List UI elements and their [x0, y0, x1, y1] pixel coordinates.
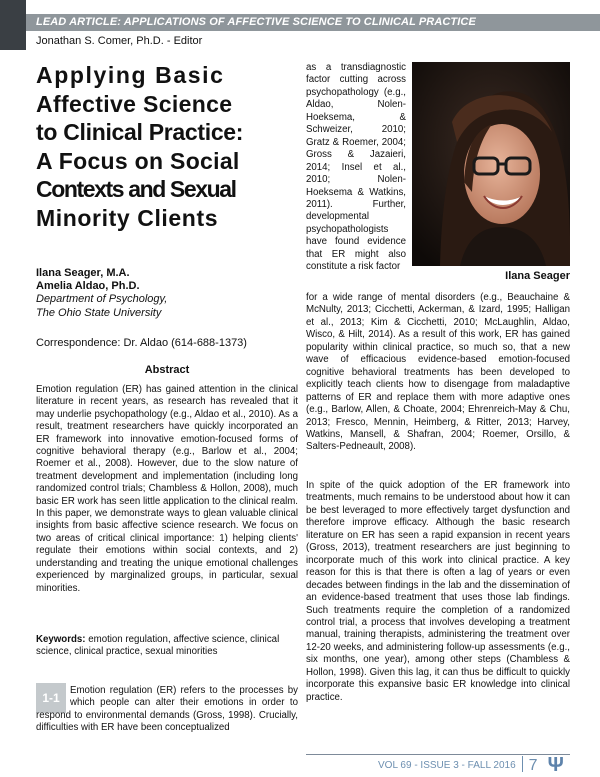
article-title	[36, 61, 298, 233]
body-paragraph-right: for a wide range of mental disorders (e.g., Beauchaine & McNulty, 2013; Cicchetti, Ackerman, & Izard, 1995; Halligan et al., 2013; Kim & Cicchetti, 2010; McLaughlin, Aldao, Wisco, & Hilt, 2014). As a result of this work, ER has gained popularity within clinical practice, so much so, that a new wave of efficacious evidence-based emotion-focused cognitive behavioral treatments has been developed to explicitly teach clients how to disengage from maladaptive patterns of ER and replace them with more adaptive ones (e.g., Barlow, Allen, & Choate, 2004; Ehrenreich-May & Chu, 2013; Fresco, Mennin, Heimberg, & Ritter, 2013; Harvey, Watkins, Mansell, & Shafran, 2004; Roemer, Orsillo, & Salters-Pedneault, 2008).	[306, 292, 570, 453]
footer-divider	[522, 756, 523, 772]
author-photo	[412, 62, 570, 266]
title-line: Applying Basic	[36, 62, 225, 88]
title-line: Affective Science	[36, 90, 233, 117]
page-number: 7	[528, 757, 538, 774]
affiliation-line: Department of Psychology,	[36, 293, 168, 306]
portrait-image	[412, 62, 570, 266]
keywords	[36, 634, 298, 659]
abstract-heading: Abstract	[144, 364, 190, 376]
psi-logo-icon: Ψ	[547, 754, 564, 776]
title-line: Contexts and Sexual	[36, 176, 236, 203]
correspondence: Correspondence: Dr. Aldao (614-688-1373)	[36, 337, 247, 349]
body-paragraph-left: Emotion regulation (ER) refers to the processes by which people can alter their emotions in order to respond to environmental demands (Gross, 1998). Crucially, difficulties with ER have been conceptualized	[36, 685, 298, 733]
title-line: A Focus on Social	[36, 147, 240, 174]
keywords-text: emotion regulation, affective science, clinical science, clinical practice, sexual minorities	[36, 634, 280, 658]
body-paragraph-narrow: as a transdiagnostic factor cutting across psychopathology (e.g., Aldao, Nolen-Hoeksema, & Schweizer, 2010; Gratz & Roemer, 2004; Gross & Jazaieri, 2014; Insel et al., 2010; Nolen-Hoeksema & Watkins, 2011). Further, developmental psychopathologists have found evidence that ER might also constitute a risk factor	[306, 62, 406, 273]
section-banner	[26, 14, 600, 31]
affiliation-line: The Ohio State University	[36, 306, 162, 319]
abstract-text: Emotion regulation (ER) has gained attention in the clinical literature in recent years, as research has revealed that it may underlie psychopathology (e.g., Aldao et al., 2010). As a result, treatment researchers have quickly incorporated an ER framework into innovative emotion-focused forms of cognitive behavioral therapy (e.g., Barlow et al., 2004; Roemer et al., 2008). However, due to the slow nature of treatment development and implementation (including long randomized control trials; Chambless & Hollon, 2008), much basic ER work has seen little application to the clinical realm. In this paper, we demonstrate ways to glean valuable clinical insights from basic affective science research. We focus on two areas of critical clinical importance: 1) helping clients' regulate their emotions within social contexts, and 2) understanding and treating the unique emotional challenges experienced by marginalized groups, in particular, sexual minorities.	[36, 384, 298, 594]
keywords-label: Keywords:	[36, 634, 86, 645]
author-name: Ilana Seager, M.A.	[36, 267, 130, 279]
body-paragraph-right: In spite of the quick adoption of the ER framework into treatments, much remains to be understood about how it can be best leveraged to more effectively target dysfunction and therefore improve efficacy. Although the basic research literature on ER has seen a rapid expansion in recent years (Gross, 2013), treatment researchers are just beginning to incorporate much of this work into clinical practice. A key reason for this is that there is often a lag of years or even decades between findings in the lab and the dissemination of an evidence-based treatment that uses those lab findings. Such treatments require the completion of a randomized control trial, a process that involves developing a treatment manual, training therapists, administering the treatment over 12-20 weeks, and administering follow-up assessments (e.g., six months, one year), among other steps (Chambless & Hollon, 1998). Given this lag, it can thus be difficult to quickly incorporate this expansive basic ER knowledge into clinical practice.	[306, 480, 570, 703]
author-name: Amelia Aldao, Ph.D.	[36, 280, 140, 293]
page-footer	[378, 754, 570, 777]
dropcap-mark: 1-1	[36, 683, 66, 713]
corner-block	[0, 0, 26, 50]
section-banner-text: LEAD ARTICLE: APPLICATIONS OF AFFECTIVE SCIENCE TO CLINICAL PRACTICE	[36, 16, 476, 28]
title-line: Minority Clients	[36, 204, 219, 231]
issue-info: VOL 69 - ISSUE 3 - FALL 2016	[378, 760, 516, 771]
title-line: to Clinical Practice:	[36, 119, 244, 146]
photo-caption: Ilana Seager	[505, 270, 570, 282]
section-editor: Jonathan S. Comer, Ph.D. - Editor	[36, 35, 203, 47]
author-block	[36, 267, 167, 320]
